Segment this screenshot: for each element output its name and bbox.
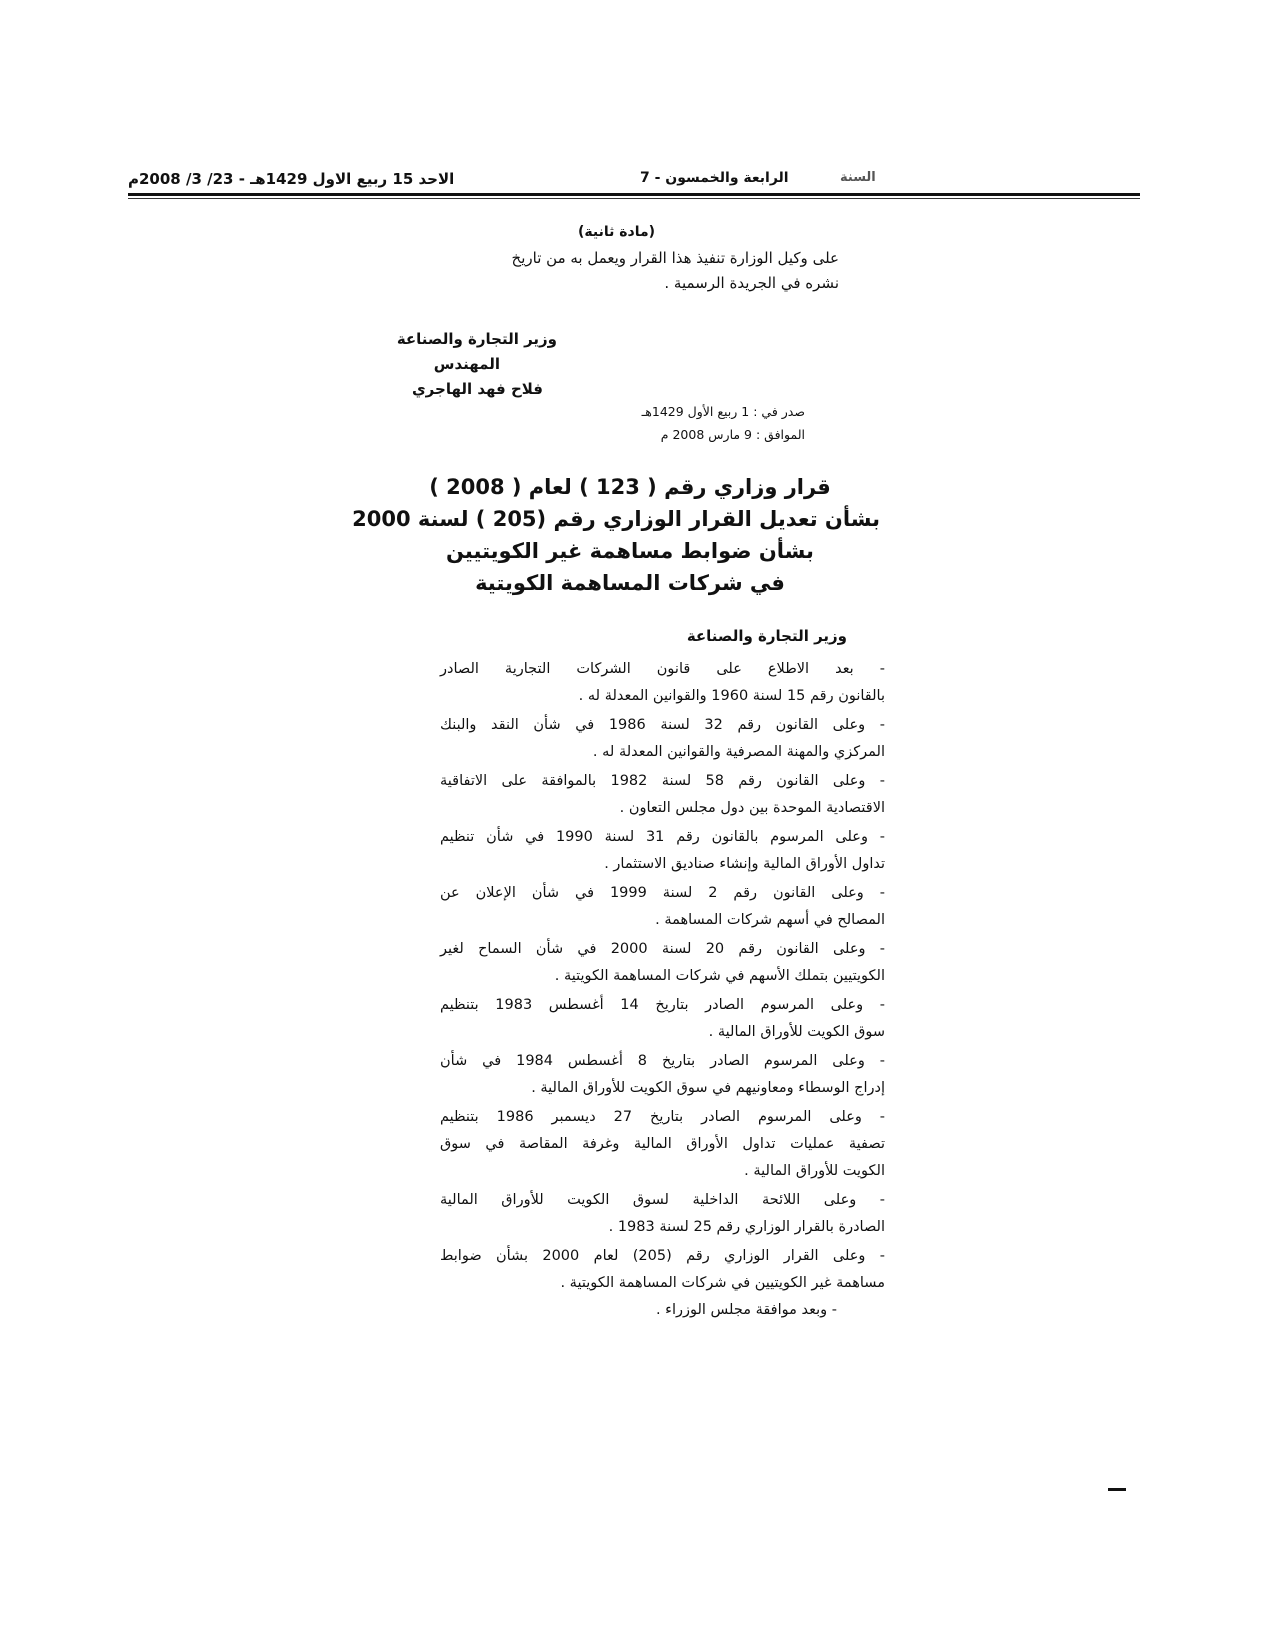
preamble-line: - وبعد موافقة مجلس الوزراء . <box>655 1302 837 1318</box>
preamble-line: المركزي والمهنة المصرفية والقوانين المعدلة له . <box>592 744 885 760</box>
decision-title-line: بشأن تعديل القرار الوزاري رقم (205 ) لسنة 2000 <box>352 507 880 531</box>
preamble-line: مساهمة غير الكويتيين في شركات المساهمة الكويتية . <box>560 1275 885 1291</box>
preamble-line: تداول الأوراق المالية وإنشاء صناديق الاستثمار . <box>604 856 885 872</box>
preamble-line: - وعلى القرار الوزاري رقم (205) لعام 2000 بشأن ضوابط <box>440 1248 885 1264</box>
preamble-line: إدراج الوسطاء ومعاونيهم في سوق الكويت للأوراق المالية . <box>531 1080 885 1096</box>
preamble-line: - وعلى المرسوم الصادر بتاريخ 27 ديسمبر 1986 بتنظيم <box>440 1109 886 1125</box>
preamble-line: الكويت للأوراق المالية . <box>744 1163 885 1179</box>
preamble-line: - وعلى القانون رقم 2 لسنة 1999 في شأن الإعلان عن <box>440 885 885 901</box>
preamble-heading: وزير التجارة والصناعة <box>686 627 847 645</box>
preamble-line: - وعلى اللائحة الداخلية لسوق الكويت للأوراق المالية <box>440 1192 885 1208</box>
header-rule-thin <box>128 198 1140 199</box>
header-rule <box>128 193 1140 196</box>
signature-eng-title: المهندس <box>433 355 500 373</box>
preamble-line: تصفية عمليات تداول الأوراق المالية وغرفة المقاصة في سوق <box>440 1136 885 1152</box>
signature-minister-title: وزير التجارة والصناعة <box>396 330 557 348</box>
preamble-line: الكويتيين بتملك الأسهم في شركات المساهمة الكويتية . <box>554 968 885 984</box>
header-gazette: السنة <box>840 170 876 185</box>
header-issue: الرابعة والخمسون - 7 <box>640 170 789 186</box>
preamble-line: المصالح في أسهم شركات المساهمة . <box>655 912 885 928</box>
decision-title-line: قرار وزاري رقم ( 123 ) لعام ( 2008 ) <box>429 475 831 499</box>
preamble-line: - وعلى القانون رقم 32 لسنة 1986 في شأن النقد والبنك <box>440 717 885 733</box>
preamble-line: الصادرة بالقرار الوزاري رقم 25 لسنة 1983 . <box>608 1219 885 1235</box>
signature-name: فلاح فهد الهاجري <box>411 380 543 398</box>
preamble-line: بالقانون رقم 15 لسنة 1960 والقوانين المعدلة له . <box>578 688 885 704</box>
issued-date: صدر في : 1 ربيع الأول 1429هـ <box>641 404 805 419</box>
header-date: الاحد 15 ربيع الاول 1429هـ - 23/ 3/ 2008م <box>128 170 455 188</box>
corresponding-date: الموافق : 9 مارس 2008 م <box>660 427 805 442</box>
article-line: نشره في الجريدة الرسمية . <box>664 274 839 292</box>
preamble-line: - وعلى المرسوم بالقانون رقم 31 لسنة 1990 في شأن تنظيم <box>440 829 885 845</box>
preamble-line: - وعلى المرسوم الصادر بتاريخ 8 أغسطس 1984 في شأن <box>440 1053 885 1069</box>
preamble-line: الاقتصادية الموحدة بين دول مجلس التعاون . <box>619 800 885 816</box>
preamble-line: - بعد الاطلاع على قانون الشركات التجارية الصادر <box>440 661 885 677</box>
edge-mark <box>1108 1488 1126 1491</box>
decision-title-line: في شركات المساهمة الكويتية <box>475 571 785 595</box>
preamble-line: - وعلى المرسوم الصادر بتاريخ 14 أغسطس 1983 بتنظيم <box>440 997 885 1013</box>
article-title: (مادة ثانية) <box>578 224 656 240</box>
preamble-line: - وعلى القانون رقم 58 لسنة 1982 بالموافقة على الاتفاقية <box>440 773 885 789</box>
decision-title-line: بشأن ضوابط مساهمة غير الكويتيين <box>446 539 814 563</box>
preamble-line: - وعلى القانون رقم 20 لسنة 2000 في شأن السماح لغير <box>440 941 885 957</box>
preamble-line: سوق الكويت للأوراق المالية . <box>708 1024 885 1040</box>
article-line: على وكيل الوزارة تنفيذ هذا القرار ويعمل به من تاريخ <box>511 249 839 267</box>
